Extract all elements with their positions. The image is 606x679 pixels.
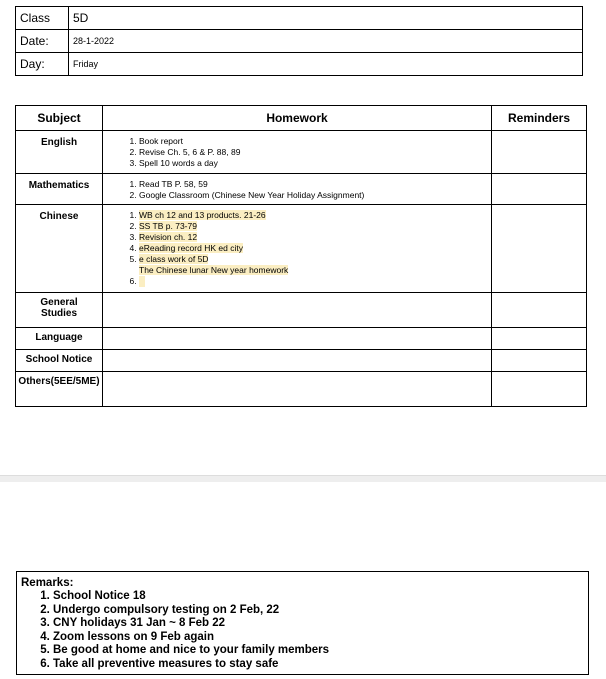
header-homework: Homework bbox=[103, 106, 492, 131]
list-item bbox=[139, 243, 487, 254]
reminders-cell bbox=[492, 131, 587, 174]
highlighted-text: eReading record HK ed city bbox=[139, 243, 243, 253]
reminders-cell bbox=[492, 350, 587, 372]
list-item: 2. Google Classroom (Chinese New Year Holiday Assignment) bbox=[139, 190, 487, 201]
list-item bbox=[139, 276, 487, 287]
homework-cell bbox=[103, 350, 492, 372]
homework-cell bbox=[103, 205, 492, 293]
table-row bbox=[16, 372, 587, 407]
highlighted-text bbox=[139, 276, 145, 287]
table-row bbox=[16, 350, 587, 372]
list-item: 1. Book report bbox=[139, 136, 487, 147]
day-value: Friday bbox=[69, 53, 583, 76]
reminders-cell bbox=[492, 174, 587, 205]
remarks-title: Remarks: bbox=[21, 577, 74, 589]
homework-header-row bbox=[16, 106, 587, 131]
highlighted-text: WB ch 12 and 13 products. 21-26 bbox=[139, 210, 266, 220]
info-table bbox=[15, 6, 583, 76]
subject-cell: Chinese bbox=[16, 205, 103, 293]
list-item: 2. Revise Ch. 5, 6 & P. 88, 89 bbox=[139, 147, 487, 158]
highlighted-text: The Chinese lunar New year homework bbox=[139, 265, 289, 275]
list-item bbox=[139, 254, 487, 265]
table-row bbox=[16, 131, 587, 174]
list-item: 2. Undergo compulsory testing on 2 Feb, 22 bbox=[53, 604, 588, 618]
header-reminders: Reminders bbox=[492, 106, 587, 131]
list-item: 4. Zoom lessons on 9 Feb again bbox=[53, 631, 588, 645]
list-item: 1. Read TB P. 58, 59 bbox=[139, 179, 487, 190]
table-row bbox=[16, 174, 587, 205]
remarks-list bbox=[21, 590, 588, 671]
list-item: 3. CNY holidays 31 Jan ~ 8 Feb 22 bbox=[53, 617, 588, 631]
homework-cell bbox=[103, 328, 492, 350]
reminders-cell bbox=[492, 205, 587, 293]
list-item: 1. School Notice 18 bbox=[53, 590, 588, 604]
homework-cell bbox=[103, 293, 492, 328]
reminders-cell bbox=[492, 372, 587, 407]
date-label: Date: bbox=[16, 30, 69, 53]
list-item: 5. Be good at home and nice to your family members bbox=[53, 644, 588, 658]
list-item: 3. Spell 10 words a day bbox=[139, 158, 487, 169]
list-item bbox=[139, 221, 487, 232]
list-item bbox=[139, 210, 487, 221]
class-label: Class bbox=[16, 7, 69, 30]
subject-cell: General Studies bbox=[16, 293, 103, 328]
subject-cell: Language bbox=[16, 328, 103, 350]
list-item: 6. Take all preventive measures to stay safe bbox=[53, 658, 588, 672]
highlighted-text: SS TB p. 73-79 bbox=[139, 221, 197, 231]
subject-cell: English bbox=[16, 131, 103, 174]
highlighted-text: e class work of 5D bbox=[139, 254, 209, 264]
highlighted-text: Revision ch. 12 bbox=[139, 232, 198, 242]
reminders-cell bbox=[492, 328, 587, 350]
homework-cell bbox=[103, 131, 492, 174]
table-row bbox=[16, 293, 587, 328]
remarks-box bbox=[16, 571, 589, 675]
homework-cell bbox=[103, 372, 492, 407]
day-label: Day: bbox=[16, 53, 69, 76]
subject-cell: Others(5EE/5ME) bbox=[16, 372, 103, 407]
date-value: 28-1-2022 bbox=[69, 30, 583, 53]
class-value: 5D bbox=[69, 7, 583, 30]
table-row bbox=[16, 205, 587, 293]
subject-cell: Mathematics bbox=[16, 174, 103, 205]
page-break bbox=[0, 475, 606, 482]
reminders-cell bbox=[492, 293, 587, 328]
homework-cell bbox=[103, 174, 492, 205]
homework-table bbox=[15, 105, 587, 407]
subject-cell: School Notice bbox=[16, 350, 103, 372]
header-subject: Subject bbox=[16, 106, 103, 131]
list-item bbox=[139, 232, 487, 243]
continuation-line bbox=[139, 265, 487, 276]
table-row bbox=[16, 328, 587, 350]
